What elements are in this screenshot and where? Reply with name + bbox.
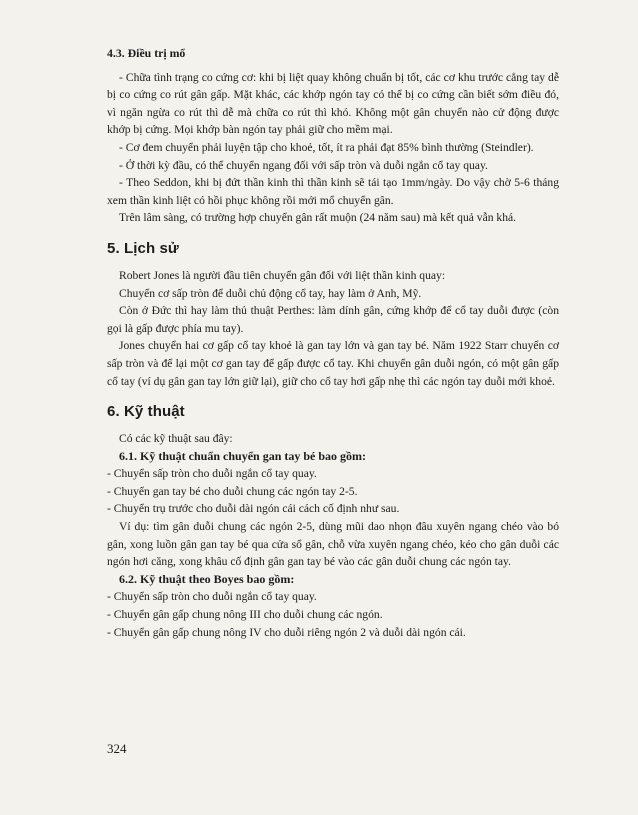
paragraph: Còn ở Đức thì hay làm thủ thuật Perthes: làm dính gân, cứng khớp để cổ tay duỗi được (còn gọi là gấp được phía mu tay). [107, 304, 559, 335]
paragraph: Robert Jones là người đầu tiên chuyển gân đối với liệt thần kinh quay: [119, 268, 446, 282]
list-item: - Chuyển sấp tròn cho duỗi ngắn cổ tay quay. [107, 467, 317, 481]
page-content [107, 45, 559, 641]
list-item: - Chuyển trụ trước cho duỗi dài ngón cái cách cố định như sau. [107, 502, 400, 516]
list-item: - Chuyển gân gấp chung nông IV cho duỗi riêng ngón 2 và duỗi dài ngón cái. [107, 625, 466, 639]
paragraph: - Theo Seddon, khi bị đứt thần kinh thì thần kinh sẽ tái tạo 1mm/ngày. Do vậy chờ 5-6 tháng xem thần kinh liệt có hồi phục không rồi mới mổ chuyển gân. [107, 176, 559, 207]
list-item: - Chuyển sấp tròn cho duỗi ngắn cổ tay quay. [107, 590, 317, 604]
section-6-heading: 6. Kỹ thuật [107, 403, 185, 421]
paragraph: Ví dụ: tìm gân duỗi chung các ngón 2-5, dùng mũi dao nhọn đâu xuyên ngang chéo vào bó gân, xong luồn gân gan tay bé qua cửa sổ gân, chỗ vừa xuyên ngang chéo, kéo cho gân duỗi các ngón hơi căng, xong khâu cố định gân gan tay bé vào các gân duỗi chung các ngón tay. [107, 520, 559, 569]
section-4-3-heading: 4.3. Điều trị mổ [107, 46, 186, 60]
list-item: - Chuyển gân gấp chung nông III cho duỗi chung các ngón. [107, 608, 383, 622]
section-6-1-heading: 6.1. Kỹ thuật chuẩn chuyển gan tay bé bao gồm: [119, 448, 367, 463]
paragraph: Chuyển cơ sấp tròn để duỗi chủ động cổ tay, hay làm ở Anh, Mỹ. [119, 286, 422, 300]
paragraph: - Ở thời kỳ đầu, có thể chuyển ngang đối với sấp tròn và duỗi ngắn cổ tay quay. [119, 158, 488, 172]
list-item: - Chuyển gan tay bé cho duỗi chung các ngón tay 2-5. [107, 484, 358, 498]
paragraph: Jones chuyển hai cơ gấp cổ tay khoẻ là gan tay lớn và gan tay bé. Năm 1922 Starr chuyển cơ sấp tròn và để lại một cơ gan tay để gấp được cổ tay. Khi chuyển gân duỗi ngón, có một gân gấp cổ tay (ví dụ gân gan tay lớn giữ lại), giữ cho cổ tay hơi gấp nhẹ thì các ngón tay duỗi mới khoẻ. [107, 339, 559, 388]
paragraph: Trên lâm sàng, có trường hợp chuyển gân rất muộn (24 năm sau) mà kết quả vẫn khá. [119, 211, 517, 225]
paragraph: Có các kỹ thuật sau đây: [119, 432, 233, 446]
page-number: 324 [107, 741, 127, 756]
paragraph: - Cơ đem chuyển phải luyện tập cho khoẻ, tốt, ít ra phải đạt 85% bình thường (Steindler). [119, 140, 534, 154]
paragraph: - Chữa tình trạng co cứng cơ: khi bị liệt quay không chuẩn bị tốt, các cơ khu trước cẳng tay dễ bị co cứng co rút gân gấp. Mặt khác, các khớp ngón tay có thể bị co cứng cần biết sớm điều đó, vì ngăn ngừa co rút thì dễ mà chữa co rút thì khó. Không một gân chuyển nào cử động được khớp bị cứng. Mọi khớp bàn ngón tay phải giữ cho mềm mại. [107, 70, 559, 137]
section-6-2-heading: 6.2. Kỹ thuật theo Boyes bao gồm: [119, 571, 295, 586]
section-5-heading: 5. Lịch sử [107, 239, 179, 257]
